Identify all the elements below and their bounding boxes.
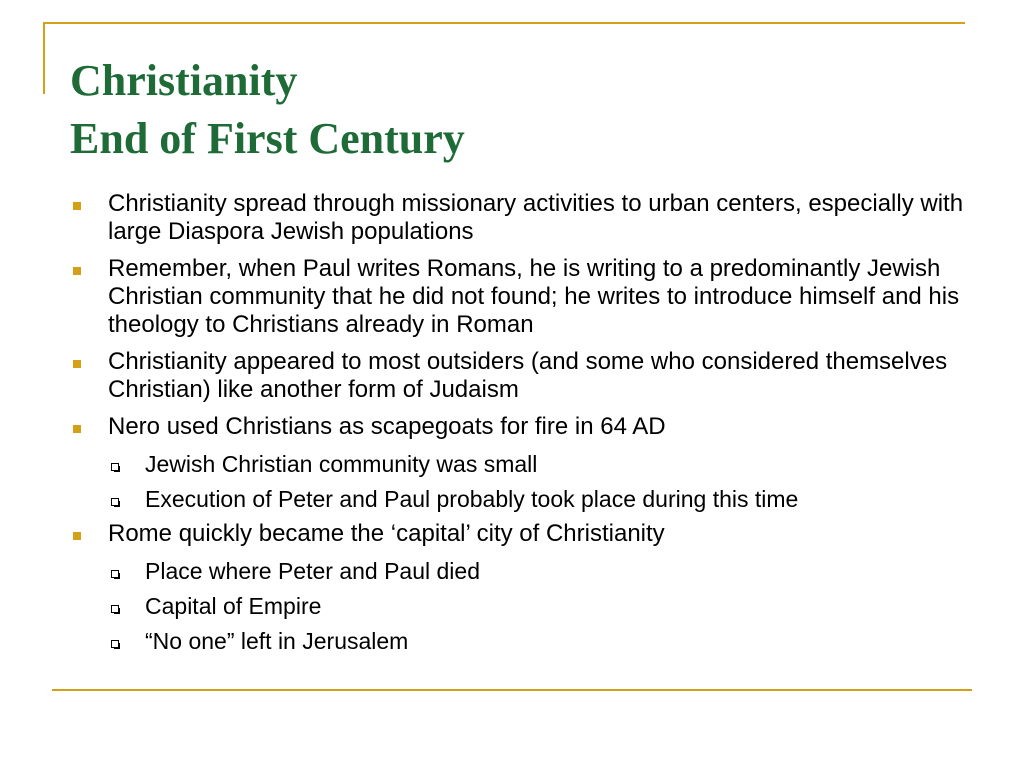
bullet-text: Christianity spread through missionary activities to urban centers, especially with large Diaspora Jewish populations xyxy=(108,190,964,245)
sub-bullet-text: Execution of Peter and Paul probably took place during this time xyxy=(145,486,799,512)
hollow-square-bullet-icon xyxy=(111,570,119,578)
slide-title xyxy=(70,52,465,168)
hollow-square-bullet-icon xyxy=(111,498,119,506)
sub-bullet-item xyxy=(70,627,985,655)
square-bullet-icon xyxy=(73,267,81,275)
bullet-list xyxy=(70,190,985,662)
frame-top-rule xyxy=(43,22,965,24)
slide-title-line-2: End of First Century xyxy=(70,114,465,163)
slide-title-line-1: Christianity xyxy=(70,56,298,105)
hollow-square-bullet-icon xyxy=(111,640,119,648)
bullet-text: Nero used Christians as scapegoats for fire in 64 AD xyxy=(108,413,666,440)
square-bullet-icon xyxy=(73,360,81,368)
sub-bullet-text: “No one” left in Jerusalem xyxy=(145,628,409,654)
sub-bullet-text: Capital of Empire xyxy=(145,593,322,619)
frame-left-rule xyxy=(43,22,45,94)
bullet-item xyxy=(70,348,985,404)
bullet-text: Rome quickly became the ‘capital’ city of Christianity xyxy=(108,520,665,547)
hollow-square-bullet-icon xyxy=(111,463,119,471)
square-bullet-icon xyxy=(73,202,81,210)
hollow-square-bullet-icon xyxy=(111,605,119,613)
bullet-item xyxy=(70,190,985,246)
sub-bullet-text: Jewish Christian community was small xyxy=(145,451,538,477)
bullet-item xyxy=(70,413,985,441)
sub-bullet-item xyxy=(70,592,985,620)
square-bullet-icon xyxy=(73,425,81,433)
sub-bullet-item xyxy=(70,485,985,513)
bullet-text: Remember, when Paul writes Romans, he is writing to a predominantly Jewish Christian community that he did not found; he writes to introduce himself and his theology to Christians already in Roman xyxy=(108,255,960,338)
bullet-text: Christianity appeared to most outsiders (and some who considered themselves Christian) like another form of Judaism xyxy=(108,348,948,403)
sub-bullet-item xyxy=(70,557,985,585)
frame-bottom-rule xyxy=(52,689,972,691)
bullet-item xyxy=(70,255,985,339)
sub-bullet-text: Place where Peter and Paul died xyxy=(145,558,480,584)
bullet-item xyxy=(70,520,985,548)
square-bullet-icon xyxy=(73,532,81,540)
sub-bullet-item xyxy=(70,450,985,478)
